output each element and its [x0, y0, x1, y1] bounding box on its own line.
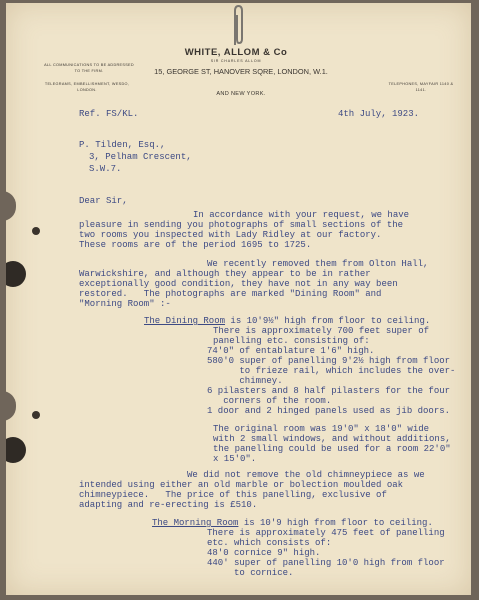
body-line: intended using either an old marble or bolection moulded oak [79, 480, 404, 490]
torn-hole-top [6, 191, 16, 221]
dining-line: corners of the room. [207, 396, 332, 406]
dining-line: 74'0" of entablature 1'6" high. [207, 346, 375, 356]
dining-line: 580'0 super of panelling 9'2½ high from floor [207, 356, 451, 366]
firm-subname: SIR CHARLES ALLOM [210, 59, 262, 63]
body-line: adapting and re-erecting is £510. [79, 500, 258, 510]
morning-room-heading [152, 518, 433, 528]
morning-line: 48'0 cornice 9" high. [207, 548, 321, 558]
recipient-area: S.W.7. [89, 164, 122, 174]
firm-name: WHITE, ALLOM & Co [184, 47, 288, 58]
body-line: two rooms you inspected with Lady Ridley at our factory. [79, 230, 382, 240]
body-line: In accordance with your request, we have [193, 210, 410, 220]
body-line: We recently removed them from Olton Hall, [207, 259, 429, 269]
punch-hole [6, 437, 26, 463]
morning-line: There is approximately 475 feet of panelling [207, 528, 445, 538]
body-line: Warwickshire, and although they appear to be in rather [79, 269, 371, 279]
morning-room-title: The Morning Room [152, 518, 239, 528]
original-room-line: The original room was 19'0" x 18'0" wide [213, 424, 430, 434]
body-line: restored. The photographs are marked "Dining Room" and [79, 289, 382, 299]
dining-room-heading [144, 316, 430, 326]
dining-line: chimney. [207, 376, 283, 386]
original-room-line: the panelling could be used for a room 22'0" [213, 444, 451, 454]
dining-line: to frieze rail, which includes the over- [207, 366, 456, 376]
body-line: These rooms are of the period 1695 to 1725. [79, 240, 312, 250]
original-room-line: x 15'0". [213, 454, 257, 464]
morning-line: etc. which consists of: [207, 538, 332, 548]
body-line: "Morning Room" :- [79, 299, 171, 309]
reference: Ref. FS/KL. [79, 109, 139, 119]
original-room-line: with 2 small windows, and without additions, [213, 434, 451, 444]
letter-page [6, 3, 471, 595]
body-line: chimneypiece. The price of this panelling, exclusive of [79, 490, 387, 500]
dining-room-title: The Dining Room [144, 316, 226, 326]
firm-address: 15, GEORGE ST, HANOVER SQRE, LONDON, W.1. [154, 67, 328, 76]
dining-line: 1 door and 2 hinged panels used as jib doors. [207, 406, 451, 416]
recipient-street: 3, Pelham Crescent, [89, 152, 192, 162]
recipient-name: P. Tilden, Esq., [79, 140, 166, 150]
pin-hole [32, 227, 40, 235]
morning-line: 440' super of panelling 10'0 high from floor [207, 558, 445, 568]
body-line: exceptionally good condition, they have not in any way been [79, 279, 398, 289]
dining-line: 6 pilasters and 8 half pilasters for the four [207, 386, 451, 396]
dining-line: panelling etc. consisting of: [213, 336, 370, 346]
telephones-line: TELEPHONES, MAYFAIR 1140 & 1141. [388, 82, 454, 92]
body-line: We did not remove the old chimneypiece as we [187, 470, 425, 480]
punch-hole [6, 261, 26, 287]
dining-line: There is approximately 700 feet super of [213, 326, 430, 336]
morning-line: to cornice. [207, 568, 294, 578]
morning-room-intro: is 10'9 high from floor to ceiling. [238, 518, 433, 528]
torn-hole-middle [6, 391, 16, 421]
telegrams-line: TELEGRAMS, EMBELLISHMENT, WESDO, LONDON. [44, 82, 130, 92]
dining-room-intro: is 10'9½" high from floor to ceiling. [225, 316, 431, 326]
firm-new-york: AND NEW YORK. [216, 91, 266, 97]
communications-note: ALL COMMUNICATIONS TO BE ADDRESSED TO THE FIRM. [44, 63, 134, 73]
body-line: pleasure in sending you photographs of small sections of the [79, 220, 404, 230]
salutation: Dear Sir, [79, 196, 128, 206]
letter-date: 4th July, 1923. [338, 109, 420, 119]
pin-hole [32, 411, 40, 419]
paper-clip-icon [231, 5, 245, 47]
